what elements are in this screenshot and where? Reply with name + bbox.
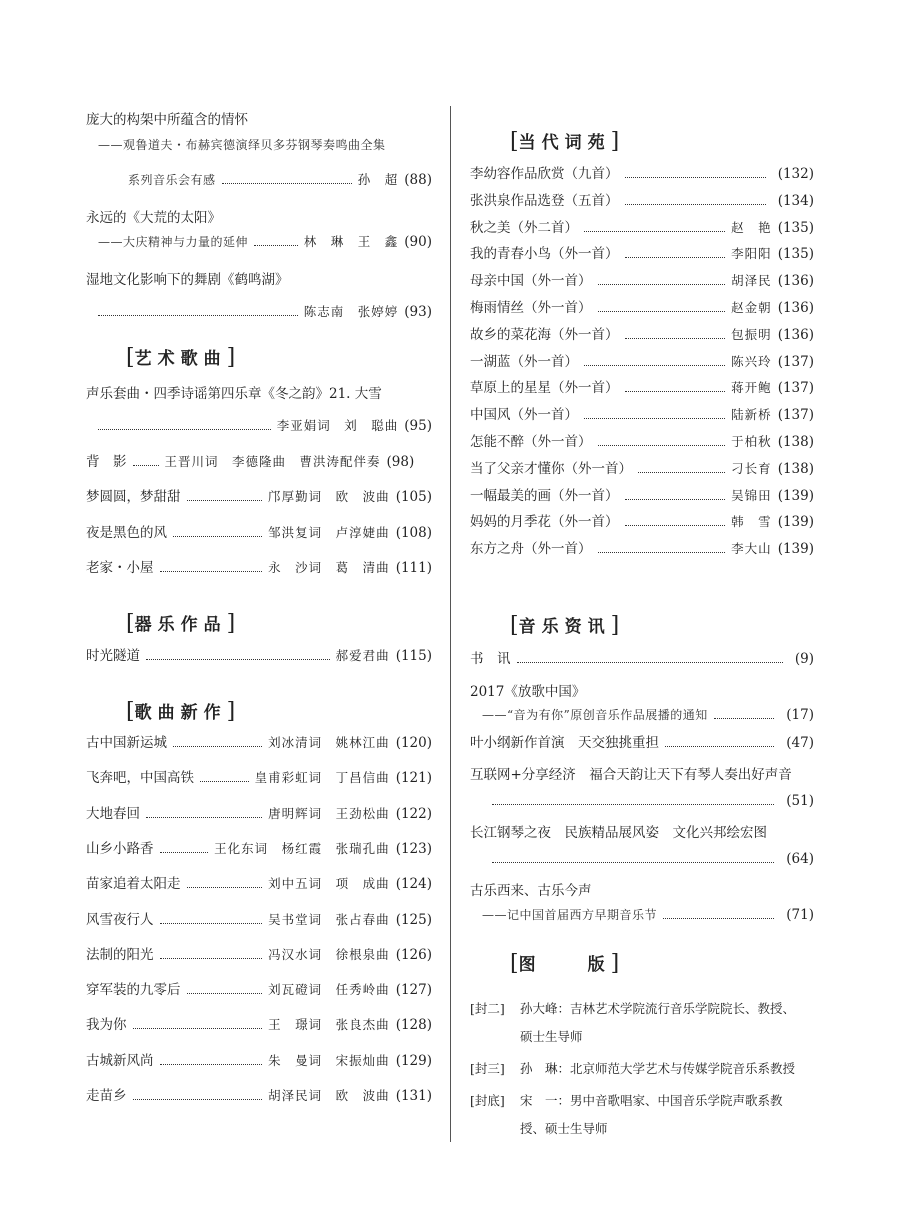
entry-title: 永远的《大荒的太阳》 xyxy=(86,210,221,226)
entry-credit: 王晋川词 李德隆曲 曹洪涛配伴奏 xyxy=(164,454,381,469)
leader-dots xyxy=(133,1099,263,1100)
entry-credit: 永 沙词 葛 清曲 xyxy=(268,560,390,575)
entry-title: 梦圆圆，梦甜甜 xyxy=(86,489,181,505)
entry-title: 法制的阳光 xyxy=(86,946,154,963)
entry-title: 风雪夜行人 xyxy=(86,911,154,928)
page-number: (138) xyxy=(777,434,814,450)
entry-subtitle: ——大庆精神与力量的延伸 xyxy=(98,235,249,249)
leader-dots xyxy=(714,718,775,719)
section-heading-instrumental: [器乐作品] xyxy=(126,611,236,636)
entry-title: 声乐套曲・四季诗谣第四乐章《冬之韵》21. 大雪 xyxy=(86,386,382,402)
entry-title: 时光隧道 xyxy=(86,648,140,664)
leader-dots xyxy=(625,499,726,500)
entry-credit: 李大山 xyxy=(731,541,772,557)
entry-title: 飞奔吧，中国高铁 xyxy=(86,770,194,787)
page-number: (137) xyxy=(777,407,814,424)
entry-credit: 陈兴玲 xyxy=(731,353,772,369)
entry-credit: 林 琳 王 鑫 xyxy=(303,234,399,249)
entry-title: 古中国新运城 xyxy=(86,735,167,751)
leader-dots xyxy=(160,923,263,924)
entry-subtitle: ——“音为有你”原创音乐作品展播的通知 xyxy=(482,708,708,722)
toc-entry xyxy=(86,1051,432,1071)
entry-subtitle: ——记中国首届西方早期音乐节 xyxy=(482,908,658,922)
page-number: (137) xyxy=(777,353,814,370)
entry-title: 母亲中国（外一首） xyxy=(470,273,592,290)
leader-dots xyxy=(254,245,298,246)
toc-entry xyxy=(128,170,432,190)
page-number: (135) xyxy=(777,219,814,236)
toc-entry xyxy=(86,558,432,578)
page-number: (136) xyxy=(777,300,814,316)
entry-title: 怎能不醉（外一首） xyxy=(470,434,592,450)
page-number: (88) xyxy=(404,172,432,188)
page-number: (98) xyxy=(386,454,415,470)
entry-title: 秋之美（外二首） xyxy=(470,219,578,236)
entry-credit: 蒋开鲍 xyxy=(731,380,772,396)
page-number: (93) xyxy=(404,304,432,320)
page-number: (134) xyxy=(777,192,814,209)
toc-entry xyxy=(98,302,432,322)
page-number: (122) xyxy=(395,805,432,822)
page-number: (95) xyxy=(404,418,432,434)
toc-entry xyxy=(86,646,432,666)
leader-dots xyxy=(584,231,725,232)
page-number: (108) xyxy=(395,525,432,541)
leader-dots xyxy=(625,391,726,392)
leader-dots xyxy=(625,525,726,526)
plate-caption: 硕士生导师 xyxy=(520,1029,583,1044)
entry-title: 湿地文化影响下的舞剧《鹤鸣湖》 xyxy=(86,272,289,288)
page-number: (90) xyxy=(404,234,432,250)
entry-subtitle: ——观鲁道夫・布赫宾德演绎贝多芬钢琴奏鸣曲全集 xyxy=(98,138,386,152)
leader-dots xyxy=(98,429,271,430)
column-divider xyxy=(450,106,451,1142)
toc-entry xyxy=(470,244,814,264)
leader-dots xyxy=(584,418,725,419)
page-number: (136) xyxy=(777,273,814,290)
toc-entry xyxy=(470,486,814,506)
page-number: (51) xyxy=(786,793,814,809)
page-number: (121) xyxy=(395,770,432,787)
entry-credit: 赵金朝 xyxy=(731,300,772,315)
entry-credit: 李阳阳 xyxy=(731,246,772,262)
entry-title: 草原上的星星（外一首） xyxy=(470,380,619,397)
leader-dots xyxy=(598,284,726,285)
leader-dots xyxy=(517,662,783,663)
page-number: (127) xyxy=(395,982,432,999)
toc-entry xyxy=(470,378,814,398)
page-number: (111) xyxy=(395,560,432,576)
plate-caption: 宋 一：男中音歌唱家、中国音乐学院声歌系教 xyxy=(520,1093,783,1108)
leader-dots xyxy=(146,659,330,660)
section-heading-new-songs: [歌曲新作] xyxy=(126,699,236,724)
toc-entry xyxy=(482,905,814,925)
leader-dots xyxy=(160,852,209,853)
entry-credit: 刘瓦磴词 任秀岭曲 xyxy=(268,982,390,998)
entry-credit: 朱 曼词 宋振灿曲 xyxy=(268,1052,390,1068)
plate-caption: 孙大峰：吉林艺术学院流行音乐学院院长、教授、 xyxy=(520,1001,796,1016)
entry-title: 互联网+分享经济 福合天韵让天下有琴人奏出好声音 xyxy=(470,767,792,783)
toc-entry xyxy=(492,849,814,869)
toc-entry xyxy=(470,352,814,372)
entry-title: 一湖蓝（外一首） xyxy=(470,353,578,370)
page-number: (138) xyxy=(777,460,814,477)
entry-credit: 郝爱君曲 xyxy=(335,648,390,663)
entry-title: 叶小纲新作首演 天交独挑重担 xyxy=(470,735,659,751)
entry-title: 张洪泉作品选登（五首） xyxy=(470,192,619,209)
entry-credit: 邹洪复词 卢淳婕曲 xyxy=(268,525,390,540)
leader-dots xyxy=(173,746,262,747)
leader-dots xyxy=(187,500,263,501)
entry-credit: 皇甫彩虹词 丁昌信曲 xyxy=(254,770,390,786)
entry-title: 当了父亲才懂你（外一首） xyxy=(470,460,632,477)
leader-dots xyxy=(98,315,298,316)
page-number: (125) xyxy=(395,911,432,928)
plate-caption: 孙 琳：北京师范大学艺术与传媒学院音乐系教授 xyxy=(520,1061,796,1076)
page-number: (135) xyxy=(777,246,814,263)
leader-dots xyxy=(133,1028,263,1029)
page-number: (71) xyxy=(786,907,814,923)
toc-entry xyxy=(470,539,814,559)
page-number: (132) xyxy=(777,166,814,182)
page-number: (139) xyxy=(777,487,814,504)
entry-title: 东方之舟（外一首） xyxy=(470,541,592,558)
entry-credit: 于柏秋 xyxy=(731,434,772,449)
toc-entry xyxy=(470,432,814,452)
toc-entry xyxy=(482,705,814,725)
leader-dots xyxy=(625,338,726,339)
leader-dots xyxy=(160,571,263,572)
section-heading-art-songs: [艺术歌曲] xyxy=(126,345,236,370)
page-number: (17) xyxy=(786,707,814,723)
toc-entry xyxy=(86,452,432,472)
toc-entry xyxy=(470,218,814,238)
leader-dots xyxy=(492,862,774,863)
entry-credit: 唐明辉词 王劲松曲 xyxy=(268,805,390,821)
toc-entry xyxy=(86,839,432,859)
toc-entry xyxy=(86,980,432,1000)
toc-entry xyxy=(98,232,432,252)
entry-credit: 陆新桥 xyxy=(731,407,772,423)
entry-title: 苗家追着太阳走 xyxy=(86,876,181,893)
leader-dots xyxy=(133,465,159,466)
leader-dots xyxy=(160,1064,263,1065)
entry-credit: 刘中五词 项 成曲 xyxy=(268,876,390,892)
entry-title: 2017《放歌中国》 xyxy=(470,684,586,700)
entry-title: 走苗乡 xyxy=(86,1088,127,1104)
leader-dots xyxy=(584,365,725,366)
toc-entry xyxy=(470,325,814,345)
leader-dots xyxy=(598,552,726,553)
page-number: (139) xyxy=(777,541,814,558)
entry-title: 书 讯 xyxy=(470,651,511,667)
leader-dots xyxy=(625,257,726,258)
toc-entry xyxy=(86,1086,432,1106)
toc-entry xyxy=(86,768,432,788)
entry-credit: 刘冰清词 姚林江曲 xyxy=(268,735,390,750)
entry-title: 妈妈的月季花（外一首） xyxy=(470,514,619,531)
toc-entry xyxy=(470,164,814,184)
entry-title: 我为你 xyxy=(86,1017,127,1034)
entry-credit: 赵 艳 xyxy=(731,219,772,235)
entry-credit: 韩 雪 xyxy=(731,514,772,530)
entry-credit: 邝厚勤词 欧 波曲 xyxy=(268,489,390,504)
page-number: (126) xyxy=(395,946,432,963)
leader-dots xyxy=(187,887,263,888)
page-number: (105) xyxy=(395,489,432,505)
entry-credit: 孙 超 xyxy=(357,172,399,187)
toc-entry xyxy=(470,298,814,318)
page-number: (139) xyxy=(777,514,814,531)
entry-title: 夜是黑色的风 xyxy=(86,525,167,541)
leader-dots xyxy=(200,781,249,782)
entry-title: 梅雨情丝（外一首） xyxy=(470,300,592,316)
toc-entry xyxy=(86,523,432,543)
page-number: (129) xyxy=(395,1052,432,1069)
entry-credit: 冯汉水词 徐根泉曲 xyxy=(268,946,390,962)
leader-dots xyxy=(222,183,352,184)
entry-title: 大地春回 xyxy=(86,805,140,822)
page-number: (131) xyxy=(395,1088,432,1104)
toc-entry xyxy=(470,271,814,291)
leader-dots xyxy=(638,472,725,473)
entry-credit: 吴锦田 xyxy=(731,487,772,503)
toc-entry xyxy=(86,874,432,894)
entry-title: 老家・小屋 xyxy=(86,560,154,576)
section-heading-music-news: [音乐资讯] xyxy=(510,613,620,638)
toc-entry xyxy=(470,405,814,425)
leader-dots xyxy=(598,311,726,312)
entry-title: 庞大的构架中所蕴含的情怀 xyxy=(86,112,248,128)
toc-entry xyxy=(492,791,814,811)
entry-title: 故乡的菜花海（外一首） xyxy=(470,326,619,343)
leader-dots xyxy=(663,918,774,919)
leader-dots xyxy=(160,958,263,959)
entry-credit: 王化东词 杨红霞 张瑞孔曲 xyxy=(214,840,390,856)
entry-credit: 胡泽民词 欧 波曲 xyxy=(268,1088,390,1103)
entry-credit: 王 璟词 张良杰曲 xyxy=(268,1017,390,1033)
entry-title: 一幅最美的画（外一首） xyxy=(470,487,619,504)
entry-title: 山乡小路香 xyxy=(86,840,154,857)
leader-dots xyxy=(665,746,774,747)
entry-title: 古乐西来、古乐今声 xyxy=(470,883,592,899)
entry-credit: 刁长育 xyxy=(731,460,772,476)
page-number: (115) xyxy=(395,648,432,664)
toc-entry xyxy=(86,487,432,507)
entry-title: 背 影 xyxy=(86,454,127,470)
page-number: (47) xyxy=(786,735,814,751)
leader-dots xyxy=(187,993,263,994)
entry-credit: 胡泽民 xyxy=(731,273,772,289)
toc-entry xyxy=(470,512,814,532)
plate-caption: 授、硕士生导师 xyxy=(520,1121,608,1136)
page-number: (9) xyxy=(794,651,814,667)
leader-dots xyxy=(146,817,262,818)
toc-entry xyxy=(86,945,432,965)
section-heading-lyrics: [当代词苑] xyxy=(510,129,620,154)
entry-title: 长江钢琴之夜 民族精品展风姿 文化兴邦绘宏图 xyxy=(470,825,767,841)
entry-credit: 陈志南 张婷婷 xyxy=(303,304,399,319)
page-number: (120) xyxy=(395,735,432,751)
page-number: (136) xyxy=(777,326,814,343)
leader-dots xyxy=(625,177,766,178)
entry-title: 中国风（外一首） xyxy=(470,407,578,424)
entry-credit: 李亚娟词 刘 聪曲 xyxy=(276,418,399,433)
toc-entry xyxy=(470,191,814,211)
entry-title: 古城新风尚 xyxy=(86,1052,154,1069)
entry-title: 李幼容作品欣赏（九首） xyxy=(470,166,619,182)
page-number: (124) xyxy=(395,876,432,893)
plate-tag: [封三] xyxy=(470,1061,505,1076)
entry-subtitle: 系列音乐会有感 xyxy=(128,173,216,187)
toc-entry xyxy=(86,804,432,824)
entry-title: 穿军装的九零后 xyxy=(86,982,181,999)
entry-credit: 包振明 xyxy=(731,326,772,342)
toc-entry xyxy=(470,733,814,753)
plate-tag: [封底] xyxy=(470,1093,505,1108)
section-heading-plates: [图 版] xyxy=(510,951,620,976)
entry-title: 我的青春小鸟（外一首） xyxy=(470,246,619,263)
toc-entry xyxy=(86,733,432,753)
entry-credit: 吴书堂词 张占春曲 xyxy=(268,911,390,927)
page-number: (64) xyxy=(786,851,814,867)
leader-dots xyxy=(173,536,262,537)
leader-dots xyxy=(598,445,726,446)
toc-entry xyxy=(470,459,814,479)
toc-entry xyxy=(98,416,432,436)
page-number: (137) xyxy=(777,380,814,397)
toc-entry xyxy=(86,1015,432,1035)
leader-dots xyxy=(492,804,774,805)
plate-tag: [封二] xyxy=(470,1001,505,1016)
page-number: (128) xyxy=(395,1017,432,1034)
leader-dots xyxy=(625,204,766,205)
page-number: (123) xyxy=(395,840,432,857)
toc-entry xyxy=(86,910,432,930)
toc-entry xyxy=(470,649,814,669)
